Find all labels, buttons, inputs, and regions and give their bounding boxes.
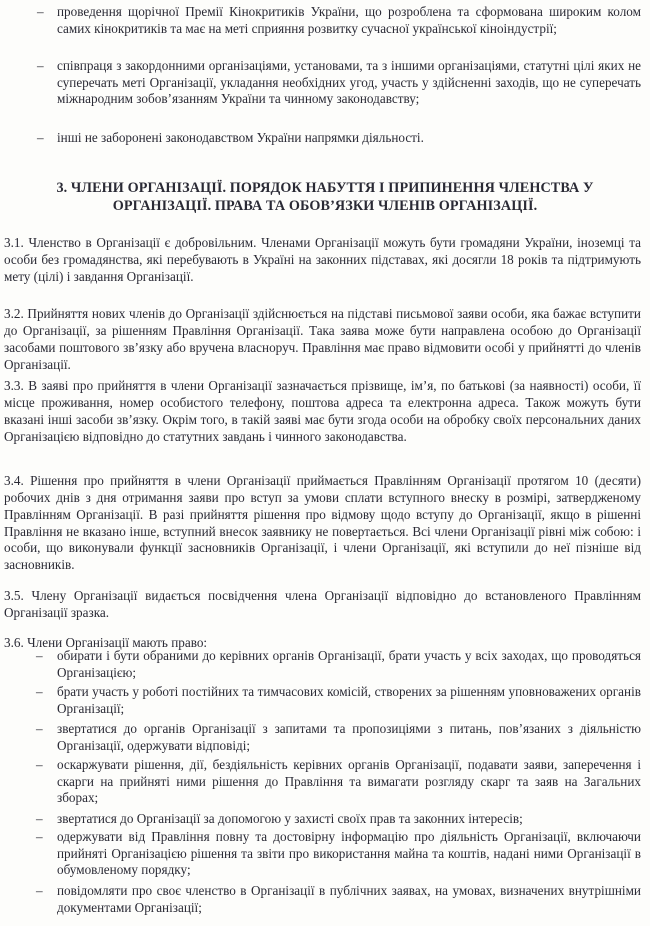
list-item-text: інші не заборонені законодавством України напрямки діяльності.: [57, 130, 424, 145]
list-item-text: повідомляти про своє членство в Організації в публічних заявах, на умовах, визначених внутрішніми документами Організації;: [57, 883, 641, 915]
list-item: [36, 811, 641, 828]
list-item-text: оскаржувати рішення, дії, бездіяльність керівних органів Організації, подавати заяви, заперечення і скарги на прийняті ними рішення до Правління та вимагати розгляду скарг та заяв на Загальних зборах;: [57, 757, 641, 806]
list-item-text: проведення щорічної Премії Кінокритиків України, що розроблена та сформована широким колом самих кінокритиків та має на меті сприяння розвитку сучасної української кіноіндустрії;: [57, 4, 641, 36]
list-item: [37, 130, 641, 147]
paragraph-3-3: 3.3. В заяві про прийняття в члени Організації зазначається прізвище, ім’я, по батькові (за наявності) особи, її місце проживання, номер особистого телефону, поштова адреса та електронна адреса. Також можуть бути вказані інші засоби зв’язку. Окрім того, в такій заяві має бути згода особи на обробку своїх персональних даних Організацією відповідно до статутних завдань і чинного законодавства.: [4, 378, 641, 444]
list-dash: –: [37, 130, 44, 145]
list-item-text: одержувати від Правління повну та достовірну інформацію про діяльність Організації, включаючи прийняті Організацією рішення та звіти про використання майна та коштів, надані ними Організації в обумовленому порядку;: [57, 829, 641, 878]
list-item-text: співпраця з закордонними організаціями, установами, та з іншими організаціями, статутні цілі яких не суперечать меті Організації, укладання необхідних угод, участь у здійсненні заходів, що не суперечать міжнародним зобов’язанням України та чинному законодавству;: [57, 58, 641, 107]
paragraph-3-6: 3.6. Члени Організації мають право:: [4, 635, 208, 651]
list-dash: –: [36, 648, 43, 663]
paragraph-3-4: 3.4. Рішення про прийняття в члени Організації приймається Правлінням Організації протягом 10 (десяти) робочих днів з дня отримання заяви про вступ за умови сплати вступного внеску в розмірі, затвердженому Правлінням Організації. В разі прийняття рішення про відмову щодо вступу до Організації, якщо в рішенні Правління не вказано інше, вступний внесок заявнику не повертається. Всі члени Організації рівні між собою: і особи, що виконували функції засновників Організації, і члени Організації, які вступили до неї пізніше від засновників.: [4, 473, 641, 573]
list-item-text: брати участь у роботі постійних та тимчасових комісій, створених за рішенням уповноважених органів Організації;: [57, 684, 641, 716]
paragraph-3-2: 3.2. Прийняття нових членів до Організації здійснюється на підставі письмової заяви особи, яка бажає вступити до Організації, за рішенням Правління Організації. Така заява може бути направлена особою до Організації засобами поштового зв’язку або вручена власноруч. Правління має право відмовити особі у прийнятті до членів Організації.: [4, 306, 641, 372]
list-item: [36, 883, 641, 916]
list-item-text: обирати і бути обраними до керівних органів Організації, брати участь у всіх заходах, що проводяться Організацією;: [57, 648, 641, 680]
list-dash: –: [36, 883, 43, 898]
list-item: [37, 4, 641, 37]
list-item-text: звертатися до Організації за допомогою у захисті своїх прав та законних інтересів;: [57, 811, 523, 826]
list-item: [37, 58, 641, 108]
list-item: [36, 684, 641, 717]
list-item: [36, 721, 641, 754]
list-item-text: звертатися до органів Організації з запитами та пропозиціями з питань, пов’язаних з діяльністю Організації, одержувати відповіді;: [57, 721, 641, 753]
paragraph-3-1: 3.1. Членство в Організації є добровільним. Членами Організації можуть бути громадяни України, іноземці та особи без громадянства, які перебувають в Україні на законних підставах, які досягли 18 років та підтримують мету (цілі) і завдання Організації.: [4, 235, 641, 284]
section-heading: 3. ЧЛЕНИ ОРГАНІЗАЦІЇ. ПОРЯДОК НАБУТТЯ І ПРИПИНЕННЯ ЧЛЕНСТВА У ОРГАНІЗАЦІЇ. ПРАВА ТА ОБОВ’ЯЗКИ ЧЛЕНІВ ОРГАНІЗАЦІЇ.: [56, 180, 594, 214]
list-dash: –: [37, 4, 44, 19]
list-dash: –: [36, 684, 43, 699]
paragraph-3-5: 3.5. Члену Організації видається посвідчення члена Організації відповідно до встановленого Правлінням Організації зразка.: [4, 588, 641, 620]
list-dash: –: [36, 721, 43, 736]
list-dash: –: [36, 811, 43, 826]
list-dash: –: [36, 757, 43, 772]
list-item: [36, 648, 641, 681]
list-dash: –: [37, 58, 44, 73]
list-item: [36, 757, 641, 807]
list-dash: –: [36, 829, 43, 844]
list-item: [36, 829, 641, 879]
